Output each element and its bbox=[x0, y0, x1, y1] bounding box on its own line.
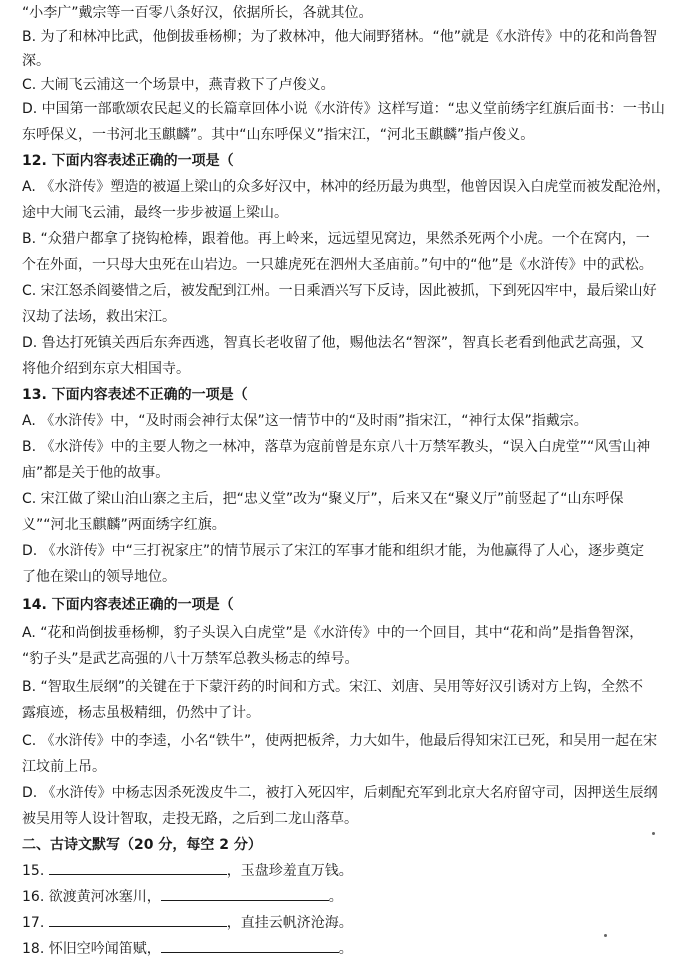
q15-text: ，玉盘珍羞直万钱。 bbox=[226, 863, 353, 879]
q13-option-d-tail: 了他在梁山的领导地位。 bbox=[22, 569, 176, 585]
q15-line bbox=[22, 860, 670, 882]
paper-speck bbox=[652, 832, 655, 835]
q12-option-c: C. 宋江怒杀阎婆惜之后，被发配到江州。一日乘酒兴写下反诗，因此被抓，下到死囚牢中，最后梁山好 bbox=[22, 283, 657, 299]
paper-speck bbox=[604, 934, 607, 937]
q13-stem: 13. 下面内容表述不正确的一项是（ bbox=[22, 387, 248, 403]
q12-option-b-tail: 个在外面，一只母大虫死在山岩边。一只雄虎死在泗州大圣庙前。”句中的“他”是《水浒传》中的武松。 bbox=[22, 257, 653, 273]
q14-option-c: C. 《水浒传》中的李逵，小名“铁牛”，使两把板斧，力大如牛，他最后得知宋江已死，和吴用一起在宋 bbox=[22, 733, 658, 749]
q18-line bbox=[22, 938, 670, 960]
q14-option-d: D. 《水浒传》中杨志因杀死泼皮牛二，被打入死囚牢，后刺配充军到北京大名府留守司，因押送生辰纲 bbox=[22, 785, 658, 801]
q12-stem: 12. 下面内容表述正确的一项是（ bbox=[22, 153, 234, 169]
q11-option-b-tail: 深。 bbox=[22, 53, 50, 69]
q12-option-c-tail: 汉劫了法场，救出宋江。 bbox=[22, 309, 176, 325]
q13-option-c-tail: 义”“河北玉麒麟”两面绣字红旗。 bbox=[22, 517, 226, 533]
q17-answer-blank[interactable] bbox=[49, 912, 227, 927]
q11-option-a-tail: “小李广”戴宗等一百零八条好汉，依据所长，各就其位。 bbox=[22, 5, 373, 21]
q16-number: 16. bbox=[22, 889, 45, 905]
q17-number: 17. bbox=[22, 915, 45, 931]
q16-answer-blank[interactable] bbox=[161, 886, 329, 901]
q13-option-c: C. 宋江做了梁山泊山寨之主后，把“忠义堂”改为“聚义厅”，后来又在“聚义厅”前竖起了“山东呼保 bbox=[22, 491, 624, 507]
q11-option-d: D. 中国第一部歌颂农民起义的长篇章回体小说《水浒传》这样写道：“忠义堂前绣字红旗后面书：一书山 bbox=[22, 101, 665, 117]
q12-option-b: B. “众猎户都拿了挠钩枪棒，跟着他。再上岭来，远远望见窝边，果然杀死两个小虎。一个在窝内，一 bbox=[22, 231, 650, 247]
q11-option-b: B. 为了和林冲比武，他倒拔垂杨柳；为了救林冲，他大闹野猪林。“他”就是《水浒传》中的花和尚鲁智 bbox=[22, 29, 658, 45]
q14-option-c-tail: 江坟前上吊。 bbox=[22, 759, 106, 775]
q17-line bbox=[22, 912, 670, 934]
q12-option-d: D. 鲁达打死镇关西后东奔西逃，智真长老收留了他，赐他法名“智深”，智真长老看到他武艺高强，又 bbox=[22, 335, 645, 351]
q13-option-d: D. 《水浒传》中“三打祝家庄”的情节展示了宋江的军事才能和组织才能，为他赢得了人心，逐步奠定 bbox=[22, 543, 645, 559]
q14-option-a: A. “花和尚倒拔垂杨柳，豹子头误入白虎堂”是《水浒传》中的一个回目，其中“花和尚”是指鲁智深， bbox=[22, 625, 644, 641]
q13-option-b: B. 《水浒传》中的主要人物之一林冲，落草为寇前曾是东京八十万禁军教头，“误入白虎堂”“风雪山神 bbox=[22, 439, 651, 455]
q18-answer-blank[interactable] bbox=[161, 938, 339, 953]
q13-option-a: A. 《水浒传》中，“及时雨会神行太保”这一情节中的“及时雨”指宋江，“神行太保”指戴宗。 bbox=[22, 413, 588, 429]
q12-option-d-tail: 将他介绍到东京大相国寺。 bbox=[22, 361, 190, 377]
q14-option-b-tail: 露痕迹，杨志虽极精细，仍然中了计。 bbox=[22, 705, 260, 721]
section-heading-poetry: 二、古诗文默写（20 分，每空 2 分） bbox=[22, 837, 262, 853]
q18-text: 怀旧空吟闻笛赋， bbox=[48, 941, 161, 957]
q14-option-b: B. “智取生辰纲”的关键在于下蒙汗药的时间和方式。宋江、刘唐、吴用等好汉引诱对方上钩，全然不 bbox=[22, 679, 644, 695]
q16-line bbox=[22, 886, 670, 908]
q12-option-a: A. 《水浒传》塑造的被逼上梁山的众多好汉中，林冲的经历最为典型，他曾因误入白虎堂而被发配沧州， bbox=[22, 179, 670, 195]
q17-text: ，直挂云帆济沧海。 bbox=[226, 915, 353, 931]
q16-end: 。 bbox=[328, 889, 343, 905]
q14-stem: 14. 下面内容表述正确的一项是（ bbox=[22, 597, 234, 613]
q18-end: 。 bbox=[338, 941, 353, 957]
q11-option-c: C. 大闹飞云浦这一个场景中，燕青救下了卢俊义。 bbox=[22, 77, 335, 93]
q16-text: 欲渡黄河冰塞川， bbox=[48, 889, 161, 905]
q14-option-a-tail: “豹子头”是武艺高强的八十万禁军总教头杨志的绰号。 bbox=[22, 651, 359, 667]
q18-number: 18. bbox=[22, 941, 45, 957]
q12-option-a-tail: 途中大闹飞云浦，最终一步步被逼上梁山。 bbox=[22, 205, 288, 221]
q15-answer-blank[interactable] bbox=[49, 860, 227, 875]
q14-option-d-tail: 被吴用等人设计智取，走投无路，之后到二龙山落草。 bbox=[22, 811, 358, 827]
q13-option-b-tail: 庙”都是关于他的故事。 bbox=[22, 465, 170, 481]
q11-option-d-tail: 东呼保义，一书河北玉麒麟”。其中“山东呼保义”指宋江，“河北玉麒麟”指卢俊义。 bbox=[22, 127, 535, 143]
q15-number: 15. bbox=[22, 863, 45, 879]
